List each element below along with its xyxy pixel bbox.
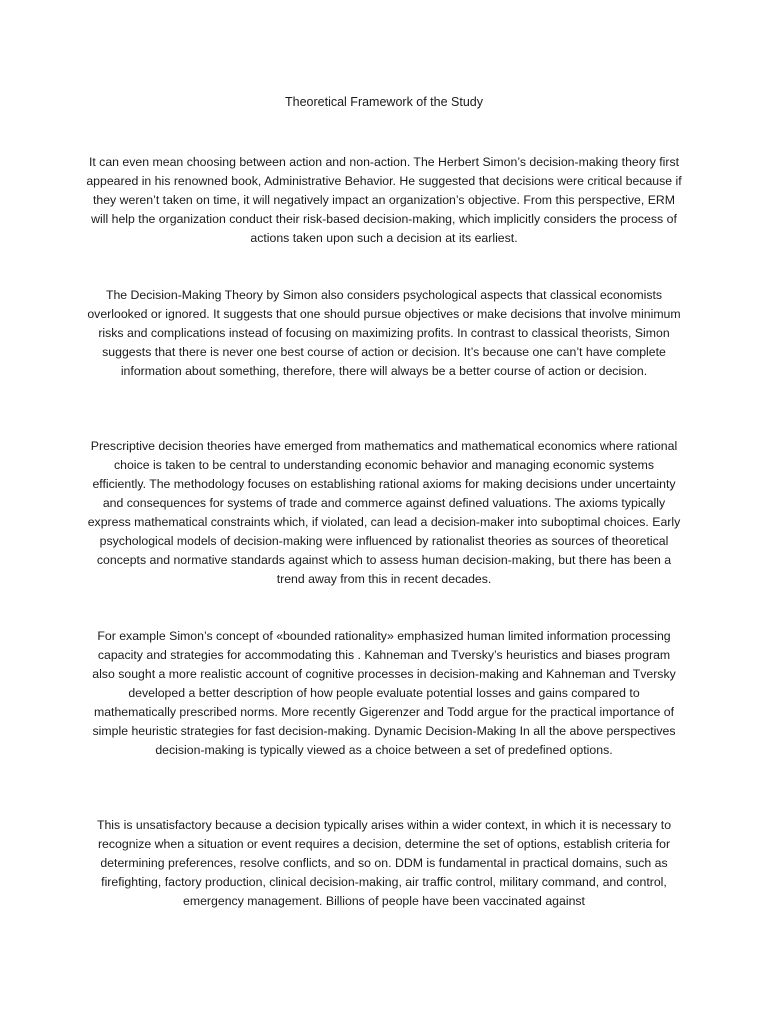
paragraph: The Decision-Making Theory by Simon also considers psychological aspects that classical economists overlooked or ignored. It suggests that one should pursue objectives or make decisions that involve minimum risks and complications instead of focusing on maximizing profits. In contrast to classical theorists, Simon suggests that there is never one best course of action or decision. It’s because one can’t have complete information about something, therefore, there will always be a better course of action or decision. <box>87 288 681 378</box>
paragraph: It can even mean choosing between action and non-action. The Herbert Simon’s decision-making theory first appeared in his renowned book, Administrative Behavior. He suggested that decisions were critical because if they weren’t taken on time, it will negatively impact an organization’s objective. From this perspective, ERM will help the organization conduct their risk-based decision-making, which implicitly considers the process of actions taken upon such a decision at its earliest. <box>86 155 682 245</box>
paragraph: For example Simon’s concept of «bounded rationality» emphasized human limited information processing capacity and strategies for accommodating this . Kahneman and Tversky’s heuristics and biases program also sought a more realistic account of cognitive processes in decision-making and Kahneman and Tversky developed a better description of how people evaluate potential losses and gains compared to mathematically prescribed norms. More recently Gigerenzer and Todd argue for the practical importance of simple heuristic strategies for fast decision-making. Dynamic Decision-Making In all the above perspectives decision-making is typically viewed as a choice between a set of predefined options. <box>92 629 676 757</box>
document-title: Theoretical Framework of the Study <box>285 95 483 109</box>
paragraph: This is unsatisfactory because a decision typically arises within a wider context, in which it is necessary to recognize when a situation or event requires a decision, determine the set of options, establish criteria for determining preferences, resolve conflicts, and so on. DDM is fundamental in practical domains, such as firefighting, factory production, clinical decision-making, air traffic control, military command, and control, emergency management. Billions of people have been vaccinated against <box>96 818 672 908</box>
paragraph: Prescriptive decision theories have emerged from mathematics and mathematical economics where rational choice is taken to be central to understanding economic behavior and managing economic systems efficiently. The methodology focuses on establishing rational axioms for making decisions under uncertainty and consequences for systems of trade and commerce against defined valuations. The axioms typically express mathematical constraints which, if violated, can lead a decision-maker into suboptimal choices. Early psychological models of decision-making were influenced by rationalist theories as sources of theoretical concepts and normative standards against which to assess human decision-making, but there has been a trend away from this in recent decades. <box>87 439 681 586</box>
